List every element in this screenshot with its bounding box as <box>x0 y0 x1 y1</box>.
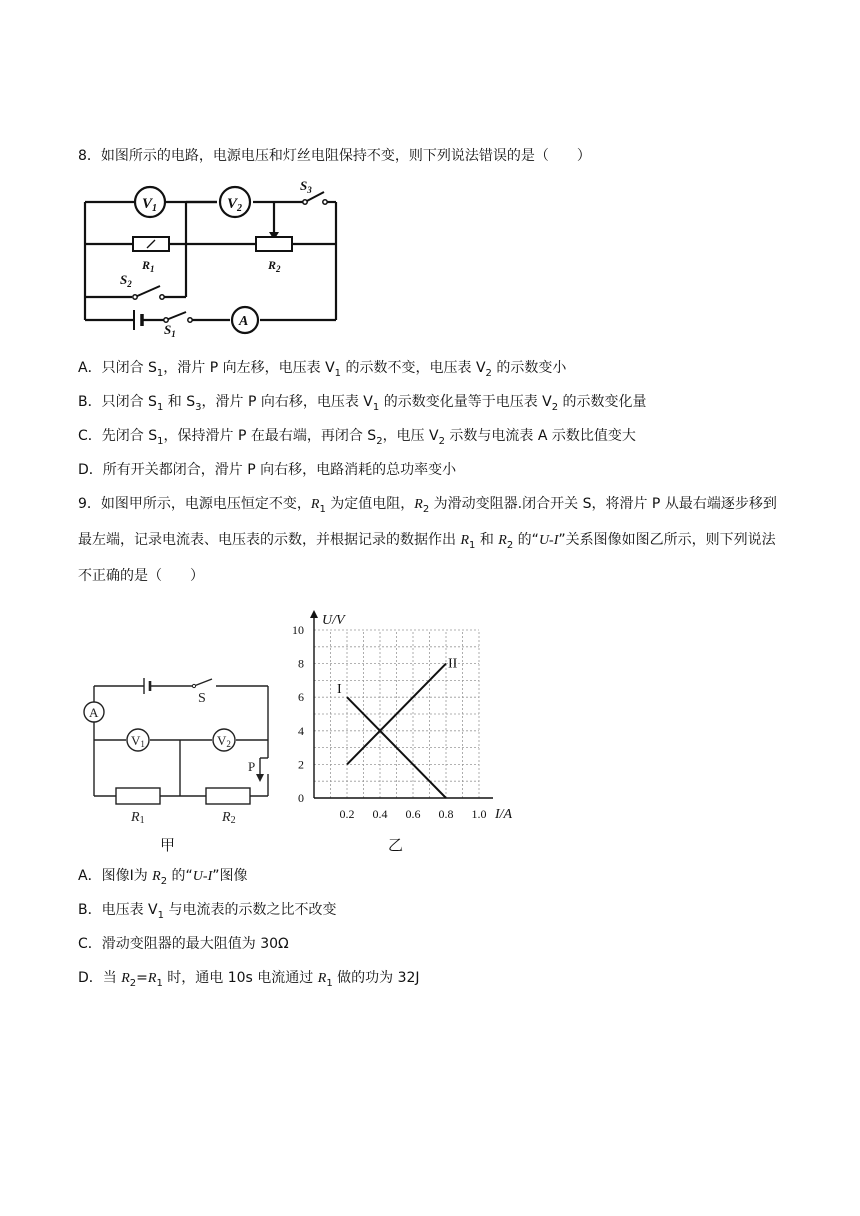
switch-s2-blade <box>135 286 160 297</box>
y-tick-label: 4 <box>298 723 304 738</box>
y-axis-arrow-icon <box>310 610 318 618</box>
ammeter-label: A <box>239 314 249 329</box>
q8-stem: 8．如图所示的电路，电源电压和灯丝电阻保持不变，则下列说法错误的是（ ） <box>78 148 591 164</box>
x-tick-label: 1.0 <box>471 807 487 821</box>
v2-label: V <box>227 196 238 212</box>
rheostat-r2 <box>256 237 292 251</box>
svg-text:S2: $S_2$ <box>120 272 132 289</box>
s-label: S <box>198 691 206 706</box>
svg-text:V1: V1 <box>131 733 145 749</box>
y-tick-label: 8 <box>298 656 304 671</box>
x-tick-label: 0.8 <box>438 807 454 821</box>
q8-option-a: A．只闭合 $S_1$，滑片 P 向左移，电压表 $V_1$ 的示数不变，电压表 $V_2$ 的示数变小 <box>78 360 567 379</box>
switch-s-blade <box>194 679 212 686</box>
y-tick-label: 10 <box>292 623 304 637</box>
y-axis-label: U/V <box>322 613 345 628</box>
y-tick-label: 0 <box>298 791 304 805</box>
slider-arrow-icon <box>256 774 264 782</box>
svg-text:V1: $V_1$ <box>142 196 158 214</box>
v2-label: V <box>217 733 227 748</box>
svg-text:R1: $R_1$ <box>142 258 155 274</box>
series-label-1: I <box>337 682 342 698</box>
x-axis-label: I/A <box>495 807 513 822</box>
switch-s1-blade <box>166 312 186 320</box>
resistor-r1 <box>116 788 160 804</box>
chart-axes <box>310 610 513 822</box>
r2-label: R <box>222 810 231 825</box>
series-label-2: II <box>448 656 458 672</box>
chart-series <box>337 657 458 798</box>
x-tick-label: 0.4 <box>372 807 388 821</box>
y-tick-label: 2 <box>298 757 304 772</box>
svg-text:S3: $S_3$ <box>300 178 312 195</box>
p-label: P <box>248 759 256 774</box>
svg-text:R2: R2 <box>222 810 236 826</box>
q8-option-d: D．所有开关都闭合，滑片 P 向右移，电路消耗的总功率变小 <box>78 462 457 478</box>
s3-label: S <box>300 178 308 193</box>
v1-label: V <box>142 196 153 212</box>
q9-stem: 9．如图甲所示，电源电压恒定不变，$R_1$ 为定值电阻，$R_2$ 为滑动变阻器.闭合开关 S，将滑片 P 从最右端逐步移到最左端，记录电流表、电压表的示数，并根据记录的数据作出 $R_1$ 和 $R_2$ 的“U-I”关系图像如图乙所示，则下列说法不正确的是（ ） <box>78 496 777 584</box>
ammeter-label: A <box>89 705 99 720</box>
q9-option-d: D．当 $R_2=R_1$ 时，通电 10s 电流通过 $R_1$ 做的功为 32J <box>78 970 420 989</box>
svg-text:R2: $R_2$ <box>268 258 281 274</box>
q9-circuit-diagram <box>78 676 278 826</box>
y-tick-label: 6 <box>298 690 304 705</box>
rheostat-r2 <box>206 788 250 804</box>
caption-jia: 甲 <box>160 836 176 854</box>
r1-label: R <box>142 258 151 272</box>
q8-option-c: C．先闭合 $S_1$，保持滑片 P 在最右端，再闭合 $S_2$，电压 $V_2$ 示数与电流表 A 示数比值变大 <box>78 428 636 447</box>
q9-option-a: A．图像Ⅰ为 $R_2$ 的“U-I”图像 <box>78 868 248 887</box>
x-tick-label: 0.2 <box>339 807 355 821</box>
q8-option-b: B．只闭合 $S_1$ 和 $S_3$，滑片 P 向右移，电压表 $V_1$ 的示数变化量等于电压表 $V_2$ 的示数变化量 <box>78 394 647 413</box>
svg-text:V2: V2 <box>217 733 231 749</box>
x-tick-label: 0.6 <box>405 807 421 821</box>
q8-circuit-diagram <box>78 178 344 339</box>
v1-label: V <box>131 733 141 748</box>
svg-text:S1: $S_1$ <box>164 322 176 339</box>
s2-label: S <box>120 272 128 287</box>
r1-label: R <box>131 810 140 825</box>
svg-text:R1: R1 <box>131 810 145 826</box>
q9-option-c: C．滑动变阻器的最大阻值为 30Ω <box>78 936 289 952</box>
svg-text:V2: $V_2$ <box>227 196 243 214</box>
s1-label: S <box>164 322 172 337</box>
q9-option-b: B．电压表 $V_1$ 与电流表的示数之比不改变 <box>78 902 337 921</box>
ui-graph <box>280 604 530 826</box>
r2-label: R <box>268 258 277 272</box>
caption-yi: 乙 <box>388 836 404 854</box>
